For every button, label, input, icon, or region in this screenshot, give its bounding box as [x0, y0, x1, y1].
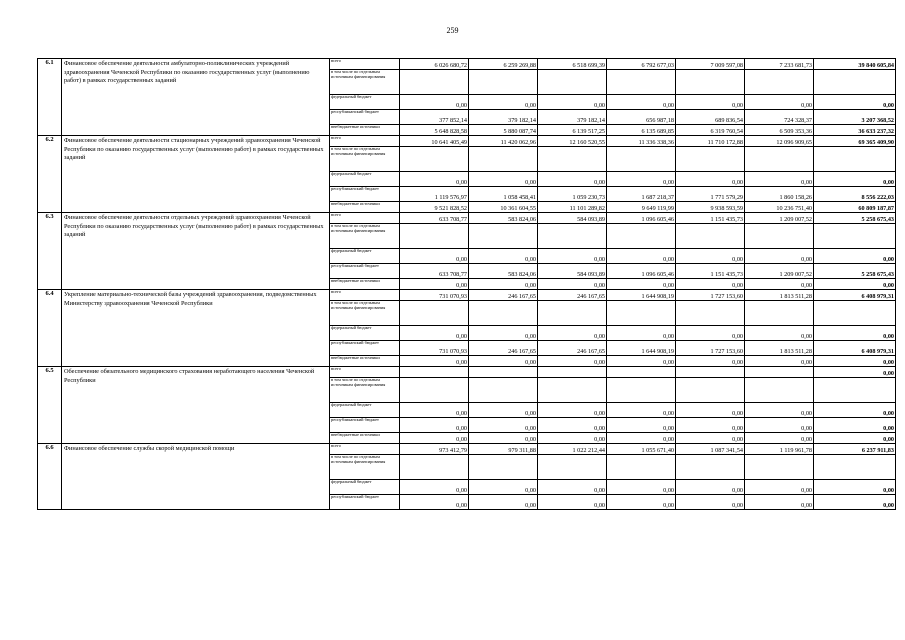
total-value-cell: 0,00	[814, 403, 896, 418]
value-cell	[400, 147, 469, 172]
value-cell: 0,00	[676, 279, 745, 290]
value-cell: 0,00	[745, 403, 814, 418]
funding-source-label: всего	[330, 444, 400, 455]
value-cell: 1 813 511,28	[745, 290, 814, 301]
value-cell	[469, 455, 538, 480]
value-cell: 1 644 908,19	[607, 290, 676, 301]
value-cell: 0,00	[745, 249, 814, 264]
total-value-cell: 0,00	[814, 495, 896, 510]
table-row	[38, 367, 896, 378]
value-cell	[745, 367, 814, 378]
value-cell: 0,00	[538, 356, 607, 367]
value-cell	[538, 367, 607, 378]
value-cell: 6 026 680,72	[400, 59, 469, 70]
value-cell: 0,00	[469, 172, 538, 187]
value-cell: 724 328,37	[745, 110, 814, 125]
value-cell	[469, 70, 538, 95]
total-value-cell: 0,00	[814, 356, 896, 367]
value-cell: 6 139 517,25	[538, 125, 607, 136]
value-cell: 731 070,93	[400, 290, 469, 301]
value-cell: 0,00	[538, 433, 607, 444]
value-cell: 1 055 671,40	[607, 444, 676, 455]
funding-source-label: федеральный бюджет	[330, 249, 400, 264]
funding-source-label: внебюджетные источники	[330, 279, 400, 290]
value-cell: 0,00	[469, 356, 538, 367]
value-cell: 1 058 458,41	[469, 187, 538, 202]
value-cell: 6 135 689,85	[607, 125, 676, 136]
value-cell	[745, 378, 814, 403]
value-cell	[469, 367, 538, 378]
value-cell	[676, 301, 745, 326]
total-value-cell: 3 207 368,52	[814, 110, 896, 125]
value-cell: 1 813 511,28	[745, 341, 814, 356]
financing-table	[37, 58, 896, 510]
table-row	[38, 213, 896, 224]
funding-source-label: всего	[330, 136, 400, 147]
value-cell	[538, 301, 607, 326]
value-cell: 979 311,88	[469, 444, 538, 455]
value-cell: 1 209 007,52	[745, 264, 814, 279]
value-cell: 0,00	[745, 356, 814, 367]
value-cell: 0,00	[400, 95, 469, 110]
value-cell	[538, 147, 607, 172]
value-cell	[676, 367, 745, 378]
value-cell: 7 233 681,73	[745, 59, 814, 70]
funding-source-label: в том числе по отдельным источникам финансирования	[330, 70, 400, 95]
value-cell: 0,00	[469, 403, 538, 418]
value-cell: 0,00	[538, 480, 607, 495]
funding-source-label: федеральный бюджет	[330, 326, 400, 341]
value-cell: 1 644 908,19	[607, 341, 676, 356]
value-cell: 0,00	[607, 326, 676, 341]
value-cell: 633 708,77	[400, 213, 469, 224]
table-row	[38, 444, 896, 455]
funding-source-label: внебюджетные источники	[330, 125, 400, 136]
total-value-cell: 36 633 237,32	[814, 125, 896, 136]
value-cell: 0,00	[745, 172, 814, 187]
value-cell	[400, 70, 469, 95]
funding-source-label: республиканский бюджет	[330, 495, 400, 510]
value-cell: 0,00	[607, 356, 676, 367]
value-cell: 0,00	[676, 495, 745, 510]
value-cell: 0,00	[745, 495, 814, 510]
funding-source-label: республиканский бюджет	[330, 341, 400, 356]
funding-source-label: республиканский бюджет	[330, 264, 400, 279]
value-cell: 0,00	[607, 172, 676, 187]
value-cell: 0,00	[469, 495, 538, 510]
value-cell	[607, 224, 676, 249]
value-cell: 1 096 605,46	[607, 213, 676, 224]
total-value-cell: 8 556 222,03	[814, 187, 896, 202]
value-cell: 246 167,65	[469, 290, 538, 301]
funding-source-label: в том числе по отдельным источникам финансирования	[330, 455, 400, 480]
value-cell	[745, 70, 814, 95]
value-cell: 731 070,93	[400, 341, 469, 356]
funding-source-label: республиканский бюджет	[330, 110, 400, 125]
total-value-cell	[814, 455, 896, 480]
value-cell	[400, 378, 469, 403]
value-cell	[745, 147, 814, 172]
total-value-cell: 0,00	[814, 95, 896, 110]
total-value-cell: 6 408 979,31	[814, 341, 896, 356]
section-number: 6.3	[38, 213, 62, 290]
value-cell: 246 167,65	[538, 341, 607, 356]
value-cell: 0,00	[400, 403, 469, 418]
value-cell: 0,00	[745, 279, 814, 290]
value-cell: 0,00	[745, 418, 814, 433]
value-cell	[676, 455, 745, 480]
value-cell: 379 182,14	[469, 110, 538, 125]
value-cell: 689 836,54	[676, 110, 745, 125]
section-title: Финансовое обеспечение деятельности амбулаторно-поликлинических учреждений здравоохранения Чеченской Республики по оказанию государственных услуг (выполнению работ) в рамках государственных заданий	[62, 59, 330, 136]
funding-source-label: всего	[330, 367, 400, 378]
value-cell: 6 259 269,88	[469, 59, 538, 70]
total-value-cell: 0,00	[814, 326, 896, 341]
value-cell: 1 687 218,37	[607, 187, 676, 202]
funding-source-label: федеральный бюджет	[330, 95, 400, 110]
value-cell	[400, 367, 469, 378]
total-value-cell: 0,00	[814, 367, 896, 378]
value-cell: 0,00	[676, 326, 745, 341]
value-cell: 0,00	[538, 249, 607, 264]
value-cell: 379 182,14	[538, 110, 607, 125]
value-cell: 0,00	[538, 326, 607, 341]
value-cell: 0,00	[745, 95, 814, 110]
funding-source-label: внебюджетные источники	[330, 356, 400, 367]
value-cell	[538, 378, 607, 403]
funding-source-label: республиканский бюджет	[330, 187, 400, 202]
value-cell: 973 412,79	[400, 444, 469, 455]
value-cell: 583 824,06	[469, 264, 538, 279]
value-cell: 0,00	[607, 433, 676, 444]
value-cell: 0,00	[676, 172, 745, 187]
value-cell: 0,00	[400, 356, 469, 367]
value-cell	[400, 301, 469, 326]
total-value-cell: 39 840 605,84	[814, 59, 896, 70]
value-cell: 7 009 597,08	[676, 59, 745, 70]
total-value-cell	[814, 378, 896, 403]
value-cell: 6 518 699,39	[538, 59, 607, 70]
value-cell: 1 727 153,60	[676, 290, 745, 301]
funding-source-label: всего	[330, 290, 400, 301]
value-cell: 1 119 961,78	[745, 444, 814, 455]
value-cell	[400, 455, 469, 480]
value-cell: 1 151 435,73	[676, 213, 745, 224]
value-cell: 0,00	[745, 480, 814, 495]
value-cell: 0,00	[607, 403, 676, 418]
value-cell: 0,00	[607, 495, 676, 510]
value-cell: 11 710 172,88	[676, 136, 745, 147]
value-cell: 0,00	[607, 279, 676, 290]
value-cell	[676, 147, 745, 172]
total-value-cell: 6 408 979,31	[814, 290, 896, 301]
value-cell: 1 022 212,44	[538, 444, 607, 455]
funding-source-label: в том числе по отдельным источникам финансирования	[330, 301, 400, 326]
total-value-cell	[814, 301, 896, 326]
total-value-cell: 69 365 409,90	[814, 136, 896, 147]
total-value-cell	[814, 224, 896, 249]
value-cell: 0,00	[469, 418, 538, 433]
value-cell: 0,00	[400, 433, 469, 444]
value-cell: 0,00	[538, 418, 607, 433]
total-value-cell: 5 258 675,43	[814, 264, 896, 279]
value-cell: 1 087 341,54	[676, 444, 745, 455]
value-cell	[469, 301, 538, 326]
value-cell: 9 521 828,52	[400, 202, 469, 213]
total-value-cell	[814, 147, 896, 172]
value-cell: 11 420 062,96	[469, 136, 538, 147]
value-cell: 9 649 119,99	[607, 202, 676, 213]
value-cell	[607, 70, 676, 95]
value-cell: 12 160 520,55	[538, 136, 607, 147]
value-cell: 0,00	[538, 403, 607, 418]
value-cell: 584 093,89	[538, 264, 607, 279]
value-cell: 0,00	[538, 172, 607, 187]
value-cell	[607, 147, 676, 172]
section-title: Финансовое обеспечение деятельности отдельных учреждений здравоохранения Чеченской Республики по оказанию государственных услуг (выполнению работ) в рамках государственных заданий	[62, 213, 330, 290]
value-cell: 0,00	[676, 403, 745, 418]
total-value-cell: 0,00	[814, 418, 896, 433]
total-value-cell: 5 258 675,43	[814, 213, 896, 224]
value-cell: 0,00	[676, 418, 745, 433]
value-cell: 0,00	[745, 326, 814, 341]
value-cell: 10 361 604,55	[469, 202, 538, 213]
value-cell	[469, 147, 538, 172]
section-number: 6.4	[38, 290, 62, 367]
value-cell: 0,00	[538, 279, 607, 290]
value-cell	[469, 224, 538, 249]
funding-source-label: федеральный бюджет	[330, 480, 400, 495]
total-value-cell: 0,00	[814, 249, 896, 264]
value-cell: 0,00	[538, 495, 607, 510]
total-value-cell: 6 237 911,83	[814, 444, 896, 455]
value-cell	[607, 455, 676, 480]
value-cell: 5 880 087,74	[469, 125, 538, 136]
funding-source-label: всего	[330, 213, 400, 224]
value-cell: 0,00	[607, 249, 676, 264]
value-cell: 0,00	[676, 95, 745, 110]
funding-source-label: внебюджетные источники	[330, 433, 400, 444]
value-cell: 6 509 353,36	[745, 125, 814, 136]
total-value-cell: 0,00	[814, 433, 896, 444]
value-cell	[607, 378, 676, 403]
value-cell: 0,00	[676, 249, 745, 264]
funding-source-label: внебюджетные источники	[330, 202, 400, 213]
value-cell	[745, 301, 814, 326]
funding-source-label: в том числе по отдельным источникам финансирования	[330, 378, 400, 403]
section-number: 6.2	[38, 136, 62, 213]
value-cell	[607, 301, 676, 326]
section-number: 6.6	[38, 444, 62, 510]
value-cell: 9 938 593,59	[676, 202, 745, 213]
value-cell: 0,00	[400, 418, 469, 433]
value-cell: 0,00	[607, 418, 676, 433]
value-cell	[676, 70, 745, 95]
value-cell: 6 792 677,03	[607, 59, 676, 70]
value-cell: 0,00	[400, 326, 469, 341]
value-cell	[469, 378, 538, 403]
value-cell	[745, 224, 814, 249]
total-value-cell: 0,00	[814, 172, 896, 187]
value-cell: 0,00	[469, 279, 538, 290]
value-cell: 0,00	[469, 480, 538, 495]
table-row	[38, 290, 896, 301]
section-title: Обеспечение обязательного медицинского страхования неработающего населения Чеченской Республики	[62, 367, 330, 444]
section-number: 6.5	[38, 367, 62, 444]
total-value-cell: 0,00	[814, 480, 896, 495]
value-cell: 246 167,65	[469, 341, 538, 356]
total-value-cell: 60 809 187,87	[814, 202, 896, 213]
value-cell: 0,00	[469, 249, 538, 264]
value-cell: 1 059 230,73	[538, 187, 607, 202]
value-cell: 0,00	[676, 356, 745, 367]
value-cell	[745, 455, 814, 480]
value-cell	[538, 455, 607, 480]
value-cell: 1 096 605,46	[607, 264, 676, 279]
value-cell: 0,00	[676, 480, 745, 495]
value-cell: 584 093,89	[538, 213, 607, 224]
funding-source-label: всего	[330, 59, 400, 70]
value-cell: 10 641 405,49	[400, 136, 469, 147]
funding-source-label: федеральный бюджет	[330, 403, 400, 418]
value-cell: 0,00	[538, 95, 607, 110]
total-value-cell: 0,00	[814, 279, 896, 290]
value-cell: 633 708,77	[400, 264, 469, 279]
value-cell: 10 236 751,40	[745, 202, 814, 213]
section-title: Финансовое обеспечение службы скорой медицинской помощи	[62, 444, 330, 510]
section-title: Финансовое обеспечение деятельности стационарных учреждений здравоохранения Чеченской Республики по оказанию государственных услуг (выполнению работ) в рамках государственных заданий	[62, 136, 330, 213]
value-cell: 0,00	[469, 326, 538, 341]
value-cell: 0,00	[400, 495, 469, 510]
value-cell: 0,00	[400, 249, 469, 264]
value-cell: 1 727 153,60	[676, 341, 745, 356]
value-cell: 246 167,65	[538, 290, 607, 301]
value-cell: 0,00	[607, 95, 676, 110]
value-cell	[400, 224, 469, 249]
value-cell: 0,00	[676, 433, 745, 444]
value-cell: 656 987,18	[607, 110, 676, 125]
value-cell: 1 119 576,97	[400, 187, 469, 202]
value-cell: 1 151 435,73	[676, 264, 745, 279]
value-cell	[538, 224, 607, 249]
value-cell: 11 336 338,36	[607, 136, 676, 147]
value-cell: 0,00	[607, 480, 676, 495]
funding-source-label: в том числе по отдельным источникам финансирования	[330, 224, 400, 249]
total-value-cell	[814, 70, 896, 95]
value-cell: 0,00	[469, 95, 538, 110]
section-title: Укрепление материально-технической базы учреждений здравоохранения, подведомственных Министерству здравоохранения Чеченской Республики	[62, 290, 330, 367]
funding-source-label: в том числе по отдельным источникам финансирования	[330, 147, 400, 172]
funding-source-label: республиканский бюджет	[330, 418, 400, 433]
section-number: 6.1	[38, 59, 62, 136]
value-cell: 0,00	[400, 172, 469, 187]
funding-source-label: федеральный бюджет	[330, 172, 400, 187]
value-cell	[538, 70, 607, 95]
value-cell: 583 824,06	[469, 213, 538, 224]
value-cell: 1 771 579,29	[676, 187, 745, 202]
value-cell: 11 101 289,82	[538, 202, 607, 213]
value-cell: 0,00	[400, 480, 469, 495]
value-cell: 1 209 007,52	[745, 213, 814, 224]
value-cell	[676, 378, 745, 403]
value-cell: 6 319 760,54	[676, 125, 745, 136]
value-cell: 377 852,14	[400, 110, 469, 125]
table-row	[38, 59, 896, 70]
value-cell: 12 096 909,65	[745, 136, 814, 147]
value-cell: 0,00	[400, 279, 469, 290]
value-cell: 5 648 828,58	[400, 125, 469, 136]
value-cell	[607, 367, 676, 378]
value-cell: 1 860 158,26	[745, 187, 814, 202]
table-row	[38, 136, 896, 147]
value-cell: 0,00	[469, 433, 538, 444]
value-cell	[676, 224, 745, 249]
value-cell: 0,00	[745, 433, 814, 444]
page-number: 259	[446, 26, 459, 35]
